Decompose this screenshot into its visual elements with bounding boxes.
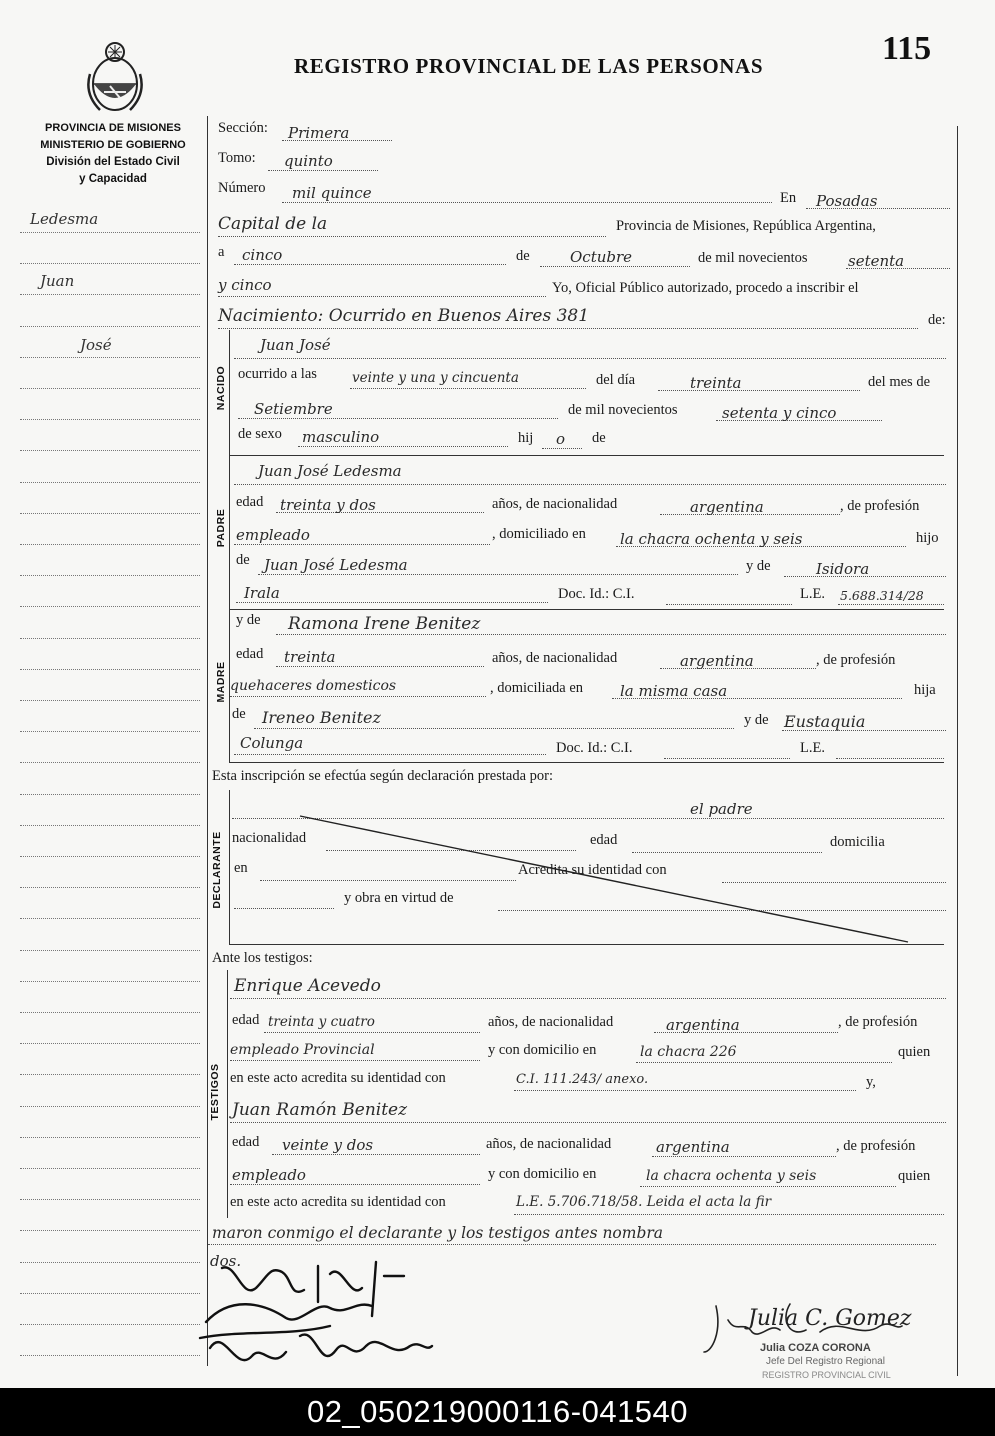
yde-label: y de xyxy=(236,612,261,628)
nacido-dia: treinta xyxy=(690,374,742,392)
section-label-testigos: TESTIGOS xyxy=(209,1063,221,1121)
de-label: de xyxy=(516,248,530,264)
capital-value: Capital de la xyxy=(218,214,328,234)
domicilio-label: y con domicilio en xyxy=(488,1166,597,1182)
oficial-signature: Julia C. Gomez xyxy=(748,1306,912,1331)
mes-value: Octubre xyxy=(570,248,633,266)
padre-profesion: empleado xyxy=(236,526,310,544)
nacimiento-value: Nacimiento: Ocurrido en Buenos Aires 381 xyxy=(218,306,590,326)
madre-domicilio: la misma casa xyxy=(620,682,728,700)
sexo-label: de sexo xyxy=(238,426,282,442)
doc-label: Doc. Id.: C.I. xyxy=(558,586,635,602)
le-label: L.E. xyxy=(800,740,825,756)
quien-label: quien xyxy=(898,1168,931,1184)
ocurrido-label: ocurrido a las xyxy=(238,366,317,382)
seccion-value: Primera xyxy=(288,124,350,142)
padre-nombre: Juan José Ledesma xyxy=(258,462,402,480)
padre-le: 5.688.314/28 xyxy=(840,588,924,603)
testigo1-edad: treinta y cuatro xyxy=(268,1014,375,1030)
authority-line: y Capacidad xyxy=(79,173,147,185)
testigo1-nacionalidad: argentina xyxy=(666,1016,740,1034)
nacido-sexo: masculino xyxy=(302,428,380,446)
virtud-label: y obra en virtud de xyxy=(344,890,454,906)
en-value: Posadas xyxy=(816,192,878,210)
acredita-label: en este acto acredita su identidad con xyxy=(230,1070,446,1086)
madre-madre-de: Eustaquia xyxy=(784,712,866,731)
hij-suffix: o xyxy=(556,430,566,448)
nacido-mes: Setiembre xyxy=(254,400,333,418)
authority-line: MINISTERIO DE GOBIERNO xyxy=(40,139,186,151)
edad-label: edad xyxy=(232,1134,260,1150)
profesion-label: , de profesión xyxy=(838,1014,918,1030)
declarante-por: el padre xyxy=(690,800,753,818)
domicilio-label: , domiciliada en xyxy=(490,680,584,696)
hija-label: hija xyxy=(914,682,936,698)
oficial-text: Yo, Oficial Público autorizado, procedo a inscribir el xyxy=(552,280,859,296)
testigo1-profesion: empleado Provincial xyxy=(230,1042,375,1058)
cierre-linea-2: dos. xyxy=(210,1252,242,1270)
padre-padre-de: Juan José Ledesma xyxy=(264,556,408,574)
domicilia-label: domicilia xyxy=(830,834,885,850)
padre-madre-de: Isidora xyxy=(816,560,870,578)
yde-label: y de xyxy=(746,558,771,574)
margin-second-name: José xyxy=(80,336,112,354)
del-dia-label: del día xyxy=(596,372,636,388)
declaracion-intro: Esta inscripción se efectúa según declaración prestada por: xyxy=(212,768,554,784)
domicilio-label: , domiciliado en xyxy=(492,526,586,542)
dia-value: cinco xyxy=(242,246,283,264)
de-colon-label: de: xyxy=(928,312,946,328)
testigo2-domicilio: la chacra ochenta y seis xyxy=(646,1168,817,1184)
edad-label: edad xyxy=(236,494,264,510)
testigo1-doc: C.I. 111.243/ anexo. xyxy=(516,1072,649,1087)
cierre-linea-1: maron conmigo el declarante y los testigos antes nombra xyxy=(212,1224,664,1242)
testigo2-edad: veinte y dos xyxy=(282,1136,374,1154)
tomo-value: quinto xyxy=(284,152,333,170)
section-label-nacido: NACIDO xyxy=(215,365,227,411)
authority-line: PROVINCIA DE MISIONES xyxy=(45,122,181,134)
profesion-label: , de profesión xyxy=(816,652,896,668)
nacido-hora: veinte y una y cincuenta xyxy=(352,370,519,386)
madre-apellido-madre: Colunga xyxy=(240,734,304,752)
acredita-label: Acredita su identidad con xyxy=(518,862,667,878)
le-label: L.E. xyxy=(800,586,825,602)
edad-label: edad xyxy=(232,1012,260,1028)
testigo2-nacionalidad: argentina xyxy=(656,1138,730,1156)
anios-label: años, de nacionalidad xyxy=(492,496,618,512)
page-number: 115 xyxy=(882,30,932,67)
padre-nacionalidad: argentina xyxy=(690,498,764,516)
de-label: de xyxy=(236,552,250,568)
anio-value-1: setenta xyxy=(848,252,905,270)
del-mes-label: del mes de xyxy=(868,374,931,390)
testigo2-nombre: Juan Ramón Benitez xyxy=(232,1100,408,1120)
image-code-footer: 02_050219000116-041540 xyxy=(0,1388,995,1436)
nacido-nombre: Juan José xyxy=(260,336,331,354)
testigo2-doc: L.E. 5.706.718/58. Leida el acta la fir xyxy=(516,1194,772,1210)
section-label-padre: PADRE xyxy=(215,508,227,548)
en-label: En xyxy=(780,190,797,206)
section-label-declarante: DECLARANTE xyxy=(211,831,223,909)
yde-label: y de xyxy=(744,712,769,728)
margin-first-name: Juan xyxy=(40,272,75,290)
acredita-label: en este acto acredita su identidad con xyxy=(230,1194,446,1210)
padre-edad: treinta y dos xyxy=(280,496,376,514)
hij-label: hij xyxy=(518,430,534,446)
mil-novecientos-label: de mil novecientos xyxy=(698,250,808,266)
nacido-anio: setenta y cinco xyxy=(722,404,837,422)
nacionalidad-label: nacionalidad xyxy=(232,830,307,846)
anios-label: años, de nacionalidad xyxy=(486,1136,612,1152)
stamp-line-3: REGISTRO PROVINCIAL CIVIL xyxy=(762,1370,891,1380)
padre-apellido-madre: Irala xyxy=(244,584,280,602)
domicilio-label: y con domicilio en xyxy=(488,1042,597,1058)
de-label: de xyxy=(232,706,246,722)
en-label: en xyxy=(234,860,248,876)
doc-label: Doc. Id.: C.I. xyxy=(556,740,633,756)
stamp-line-1: Julia COZA CORONA xyxy=(760,1342,871,1354)
testigo1-nombre: Enrique Acevedo xyxy=(234,976,381,996)
quien-label: quien xyxy=(898,1044,931,1060)
padre-domicilio: la chacra ochenta y seis xyxy=(620,530,803,548)
madre-edad: treinta xyxy=(284,648,336,666)
de-label: de xyxy=(592,430,606,446)
profesion-label: , de profesión xyxy=(840,498,920,514)
provincia-text: Provincia de Misiones, República Argentina, xyxy=(616,218,876,234)
edad-label: edad xyxy=(590,832,618,848)
testigos-intro: Ante los testigos: xyxy=(212,950,313,966)
stamp-line-2: Jefe Del Registro Regional xyxy=(766,1356,885,1367)
testigo2-profesion: empleado xyxy=(232,1166,306,1184)
authority-line: División del Estado Civil xyxy=(46,156,180,168)
margin-surname: Ledesma xyxy=(30,210,99,228)
y-label: y, xyxy=(866,1074,876,1090)
numero-label: Número xyxy=(218,180,266,196)
edad-label: edad xyxy=(236,646,264,662)
document-title: REGISTRO PROVINCIAL DE LAS PERSONAS xyxy=(294,54,764,78)
hijo-label: hijo xyxy=(916,530,939,546)
madre-profesion: quehaceres domesticos xyxy=(230,678,397,694)
madre-padre-de: Ireneo Benitez xyxy=(262,708,381,727)
madre-nacionalidad: argentina xyxy=(680,652,754,670)
anios-label: años, de nacionalidad xyxy=(488,1014,614,1030)
testigo1-domicilio: la chacra 226 xyxy=(640,1044,737,1060)
numero-value: mil quince xyxy=(292,184,372,202)
seccion-label: Sección: xyxy=(218,120,268,136)
a-label: a xyxy=(218,244,225,260)
tomo-label: Tomo: xyxy=(218,150,256,166)
anios-label: años, de nacionalidad xyxy=(492,650,618,666)
section-label-madre: MADRE xyxy=(215,661,227,703)
anio-value-2: y cinco xyxy=(218,276,272,294)
profesion-label: , de profesión xyxy=(836,1138,916,1154)
mil-novecientos-label: de mil novecientos xyxy=(568,402,678,418)
madre-nombre: Ramona Irene Benitez xyxy=(288,614,481,634)
